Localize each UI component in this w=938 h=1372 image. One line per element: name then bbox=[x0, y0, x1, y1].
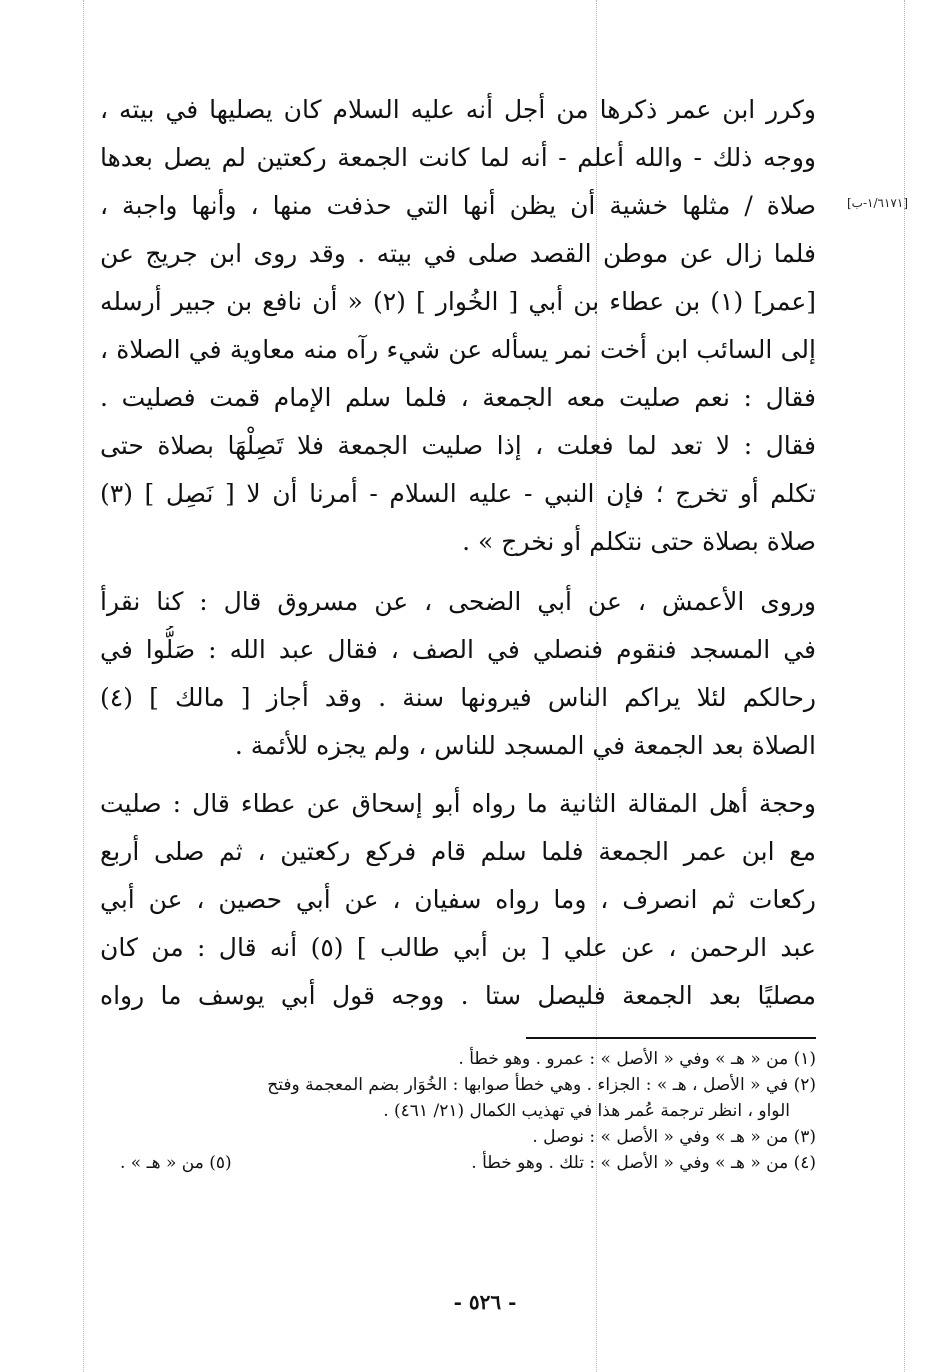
text-line: الصلاة بعد الجمعة في المسجد للناس ، ولم يجزه للأئمة . bbox=[234, 731, 816, 760]
text-line: مع ابن عمر الجمعة فلما سلم قام فركع ركعتين ، ثم صلى أربع bbox=[100, 837, 816, 866]
text-line: وكرر ابن عمر ذكرها من أجل أنه عليه السلام كان يصليها في بيته ، bbox=[100, 95, 816, 124]
manuscript-folio-note: [١/٦١٧١-ب] bbox=[846, 196, 908, 210]
text-line: صلاة / مثلها خشية أن يظن أنها التي حذفت منها ، وأنها واجبة ، bbox=[100, 191, 816, 220]
paragraph-1 bbox=[100, 86, 816, 566]
text-line: في المسجد فنقوم فنصلي في الصف ، فقال عبد الله : صَلُّوا في bbox=[100, 635, 816, 664]
footnotes bbox=[120, 1046, 816, 1176]
margin-guide-left bbox=[83, 0, 84, 1372]
text-line: صلاة بصلاة حتى نتكلم أو نخرج » . bbox=[462, 527, 816, 556]
footnote-5: (٥) من « هـ » . bbox=[120, 1153, 232, 1173]
footnote-separator bbox=[526, 1037, 816, 1039]
footnote-row-4-5 bbox=[120, 1150, 816, 1176]
footnote-1: (١) من « هـ » وفي « الأصل » : عمرو . وهو خطأ . bbox=[458, 1049, 816, 1069]
text-line: رحالكم لئلا يراكم الناس فيرونها سنة . وقد أجاز [ مالك ] (٤) bbox=[100, 683, 816, 712]
text-line: تكلم أو تخرج ؛ فإن النبي - عليه السلام - أمرنا أن لا [ نَصِل ] (٣) bbox=[100, 479, 816, 508]
text-line: ركعات ثم انصرف ، وما رواه سفيان ، عن أبي حصين ، عن أبي bbox=[100, 885, 816, 914]
text-line: فقال : لا تعد لما فعلت ، إذا صليت الجمعة فلا تَصِلْهَا بصلاة حتى bbox=[100, 431, 816, 460]
text-line: إلى السائب ابن أخت نمر يسأله عن شيء رآه منه معاوية في الصلاة ، bbox=[100, 335, 816, 364]
footnote-3: (٣) من « هـ » وفي « الأصل » : نوصل . bbox=[532, 1127, 816, 1147]
text-line: فقال : نعم صليت معه الجمعة ، فلما سلم الإمام قمت فصليت . bbox=[100, 383, 816, 412]
paragraph-3 bbox=[100, 780, 816, 1020]
text-line: مصليًا بعد الجمعة فليصل ستا . ووجه قول أبي يوسف ما رواه bbox=[100, 981, 816, 1010]
text-line: وروى الأعمش ، عن أبي الضحى ، عن مسروق قال : كنا نقرأ bbox=[100, 587, 816, 616]
footnote-2-line-2: الواو ، انظر ترجمة عُمر هذا في تهذيب الكمال (٢١/ ٤٦١) . bbox=[383, 1101, 790, 1121]
text-line: [عمر] (١) بن عطاء بن أبي [ الخُوار ] (٢) « أن نافع بن جبير أرسله bbox=[100, 287, 816, 316]
text-line: وحجة أهل المقالة الثانية ما رواه أبو إسحاق عن عطاء قال : صليت bbox=[100, 789, 816, 818]
text-line: عبد الرحمن ، عن علي [ بن أبي طالب ] (٥) أنه قال : من كان bbox=[100, 933, 816, 962]
footnote-4: (٤) من « هـ » وفي « الأصل » : تلك . وهو خطأ . bbox=[471, 1153, 816, 1173]
page-number: - ٥٢٦ - bbox=[453, 1290, 517, 1314]
text-line: ووجه ذلك - والله أعلم - أنه لما كانت الجمعة ركعتين لم يصل بعدها bbox=[100, 143, 816, 172]
footnote-2-line-1: (٢) في « الأصل ، هـ » : الجزاء . وهي خطأ صوابها : الخُوَار بضم المعجمة وفتح bbox=[267, 1075, 816, 1095]
footnote-2 bbox=[120, 1072, 816, 1124]
text-line: فلما زال عن موطن القصد صلى في بيته . وقد روى ابن جريج عن bbox=[100, 239, 816, 268]
paragraph-2 bbox=[100, 578, 816, 770]
